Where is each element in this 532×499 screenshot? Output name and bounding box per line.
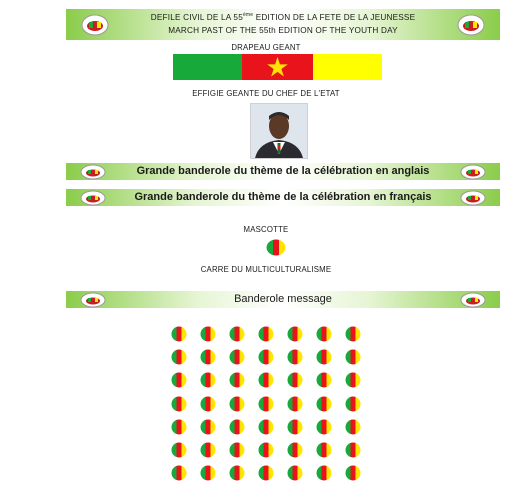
star-icon — [267, 57, 288, 77]
participant-flag-circle-icon — [171, 465, 187, 481]
header-title-en: MARCH PAST OF THE 55th EDITION OF THE YOUTH DAY — [168, 26, 398, 35]
flag-title: DRAPEAU GEANT — [231, 43, 301, 52]
theme-banner-french-label: Grande banderole du thème de la célébration en français — [134, 191, 432, 203]
participant-flag-circle-icon — [316, 349, 332, 365]
participant-flag-circle-icon — [316, 326, 332, 342]
participant-flag-circle-icon — [258, 396, 274, 412]
participant-flag-circle-icon — [171, 326, 187, 342]
participant-flag-circle-icon — [229, 326, 245, 342]
head-of-state-portrait — [250, 103, 308, 159]
participant-flag-circle-icon — [258, 419, 274, 435]
participant-flag-circle-icon — [345, 419, 361, 435]
participant-flag-circle-icon — [200, 465, 216, 481]
participant-flag-circle-icon — [316, 442, 332, 458]
header-title-fr: DEFILE CIVIL DE LA 55ème EDITION DE LA FETE DE LA JEUNESSE — [150, 12, 416, 22]
cameroon-flag-circle-icon — [266, 239, 286, 256]
participant-flag-circle-icon — [287, 326, 303, 342]
participant-flag-circle-icon — [345, 442, 361, 458]
participant-flag-circle-icon — [258, 372, 274, 388]
participant-flag-circle-icon — [258, 465, 274, 481]
participant-flag-circle-icon — [200, 442, 216, 458]
participant-flag-circle-icon — [229, 442, 245, 458]
participant-flag-circle-icon — [200, 419, 216, 435]
participant-flag-circle-icon — [345, 396, 361, 412]
participant-flag-circle-icon — [200, 349, 216, 365]
participant-flag-circle-icon — [316, 372, 332, 388]
carre-multiculturalisme-title: CARRE DU MULTICULTURALISME — [200, 265, 332, 274]
participant-flag-circle-icon — [171, 349, 187, 365]
participant-flag-circle-icon — [229, 349, 245, 365]
participant-flag-circle-icon — [229, 372, 245, 388]
participant-flag-circle-icon — [316, 465, 332, 481]
message-banner — [66, 291, 500, 308]
participant-flag-circle-icon — [316, 419, 332, 435]
participant-flag-circle-icon — [200, 326, 216, 342]
participant-flag-circle-icon — [200, 372, 216, 388]
header-banner — [66, 9, 500, 40]
flag-red-band — [242, 54, 313, 80]
portrait-title: EFFIGIE GEANTE DU CHEF DE L'ETAT — [192, 89, 340, 98]
participant-flag-circle-icon — [287, 419, 303, 435]
participant-flag-circle-icon — [316, 396, 332, 412]
participant-flag-circle-icon — [287, 442, 303, 458]
participant-flag-circle-icon — [287, 396, 303, 412]
participant-flag-circle-icon — [258, 326, 274, 342]
flag-yellow-band — [313, 54, 382, 80]
participant-flag-circle-icon — [345, 349, 361, 365]
giant-flag — [173, 54, 382, 80]
cameroon-emblem-icon — [460, 292, 486, 308]
flag-green-band — [173, 54, 242, 80]
theme-banner-french — [66, 189, 500, 206]
theme-banner-english — [66, 163, 500, 180]
participant-flag-circle-icon — [345, 465, 361, 481]
participant-flag-circle-icon — [171, 372, 187, 388]
participant-flag-circle-icon — [287, 349, 303, 365]
participant-flag-circle-icon — [200, 396, 216, 412]
mascot-title: MASCOTTE — [243, 225, 289, 234]
participant-flag-circle-icon — [287, 465, 303, 481]
participant-flag-circle-icon — [229, 419, 245, 435]
participant-flag-circle-icon — [229, 465, 245, 481]
participant-flag-circle-icon — [171, 442, 187, 458]
message-banner-label: Banderole message — [234, 293, 332, 305]
participant-flag-circle-icon — [258, 349, 274, 365]
cameroon-emblem-icon — [460, 190, 486, 206]
participant-flag-circle-icon — [171, 419, 187, 435]
participant-flag-circle-icon — [171, 396, 187, 412]
theme-banner-english-label: Grande banderole du thème de la célébration en anglais — [136, 165, 430, 177]
participant-flag-circle-icon — [287, 372, 303, 388]
participant-flag-circle-icon — [258, 442, 274, 458]
participant-flag-circle-icon — [229, 396, 245, 412]
participant-flag-circle-icon — [345, 372, 361, 388]
participant-flag-circle-icon — [345, 326, 361, 342]
cameroon-emblem-icon — [460, 164, 486, 180]
cameroon-emblem-icon — [456, 13, 486, 37]
